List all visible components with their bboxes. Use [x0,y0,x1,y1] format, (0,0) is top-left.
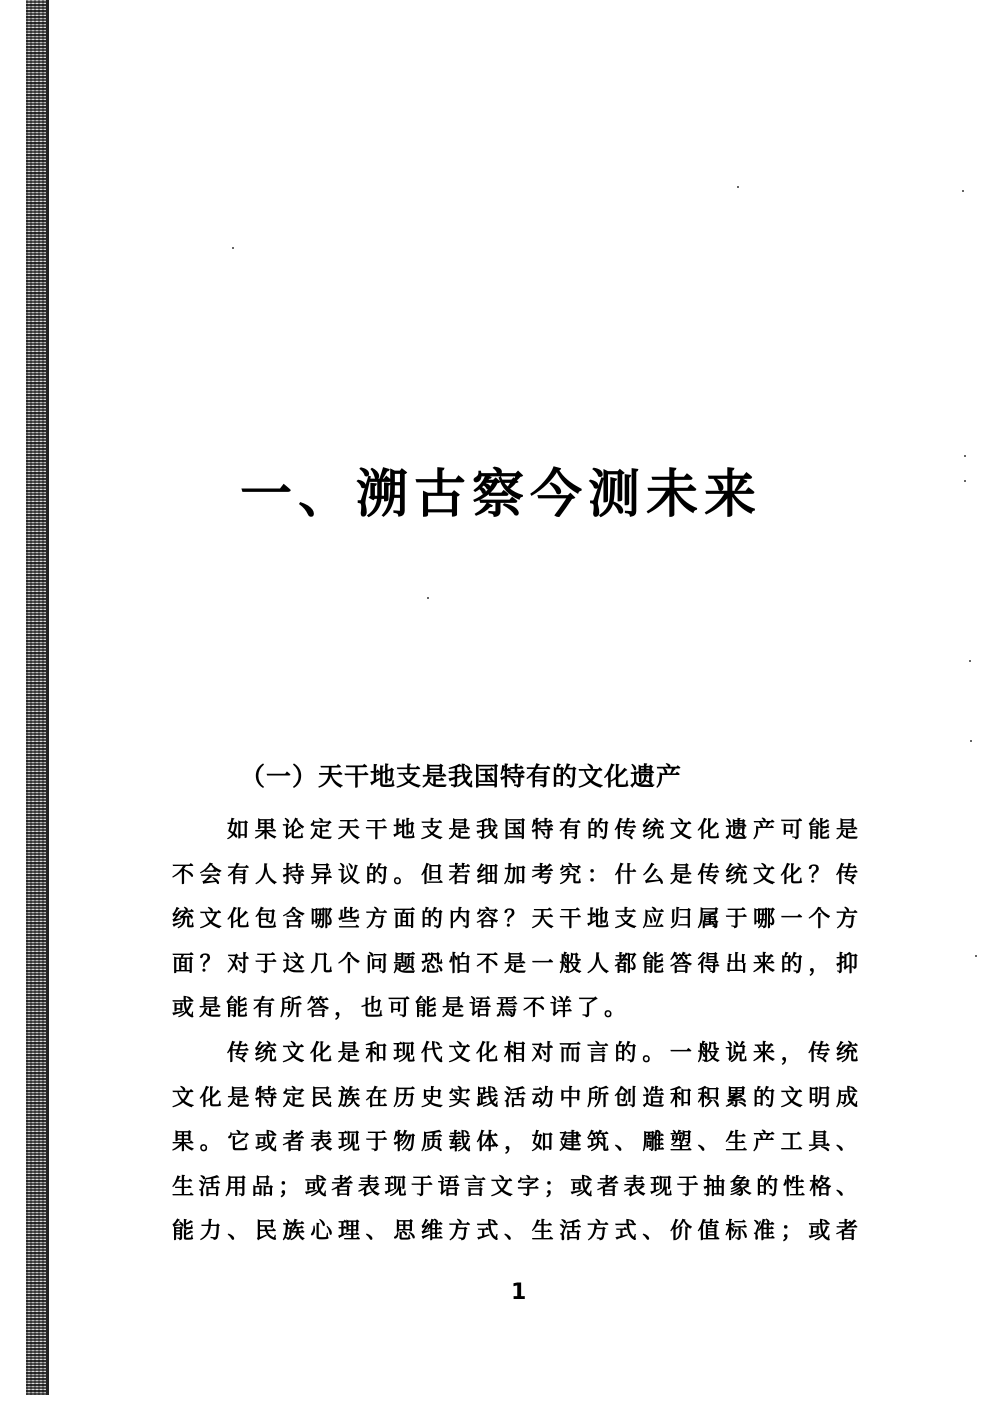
scan-speck [427,597,429,599]
scan-speck [232,247,234,249]
text-line: 文化是特定民族在历史实践活动中所创造和积累的文明成 [172,1086,858,1111]
scan-speck [962,190,964,192]
scan-speck [964,455,966,457]
text-line: 如果论定天干地支是我国特有的传统文化遗产可能是 [227,818,858,843]
text-line: 面？对于这几个问题恐怕不是一般人都能答得出来的，抑 [172,952,858,977]
chapter-title: 一、溯古察今测未来 [240,465,763,525]
text-line: 不会有人持异议的。但若细加考究：什么是传统文化？传 [172,863,858,888]
text-line: 能力、民族心理、思维方式、生活方式、价值标准；或者 [172,1219,858,1244]
text-line: 传统文化是和现代文化相对而言的。一般说来，传统 [227,1041,858,1066]
text-line: 果。它或者表现于物质载体，如建筑、雕塑、生产工具、 [172,1130,858,1155]
text-line: 或是能有所答，也可能是语焉不详了。 [172,996,632,1021]
text-line: 生活用品；或者表现于语言文字；或者表现于抽象的性格、 [172,1175,858,1200]
section-heading: （一）天干地支是我国特有的文化遗产 [240,762,683,791]
scan-speck [964,480,966,482]
scan-speck [970,740,972,742]
book-binding-edge [26,0,48,1395]
page-gutter-line [46,0,49,1395]
scan-speck [737,186,739,188]
scan-speck [969,660,971,662]
scan-speck [975,955,977,957]
page-number: 1 [511,1280,527,1305]
text-line: 统文化包含哪些方面的内容？天干地支应归属于哪一个方 [172,907,858,932]
